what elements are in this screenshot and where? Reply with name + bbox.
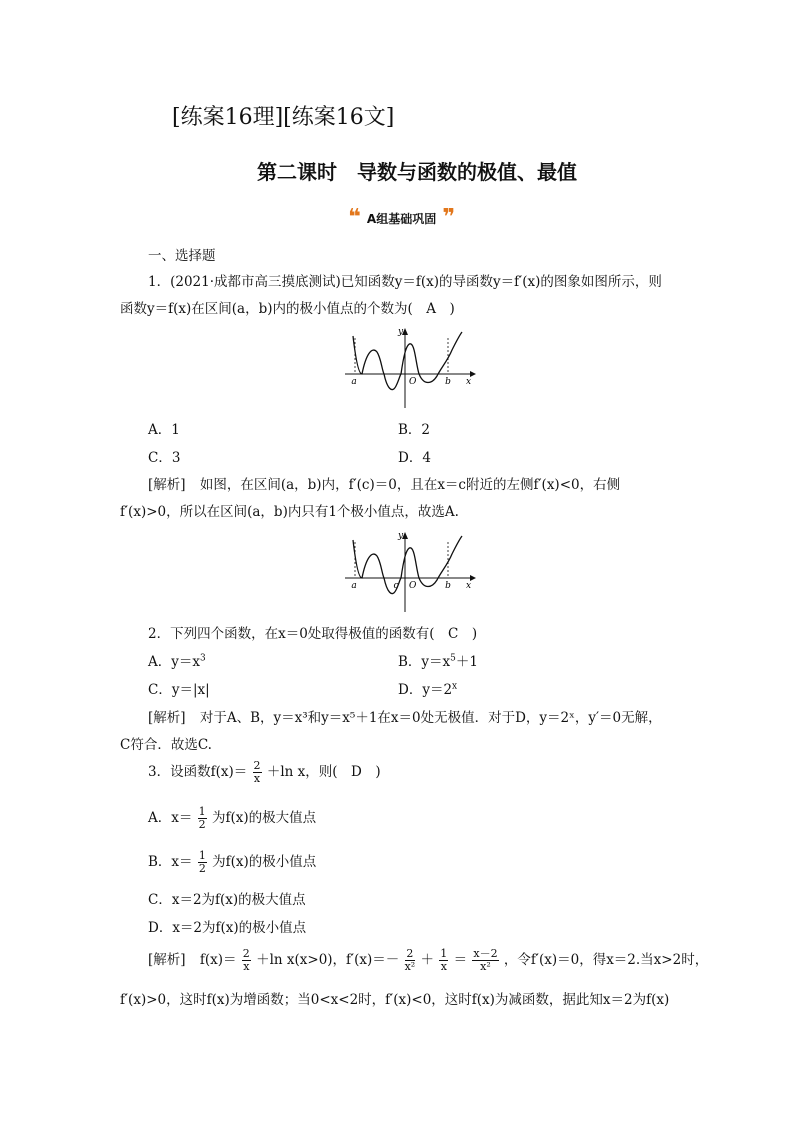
fraction-2-over-x: $\frac{2}{x}$: [242, 947, 250, 973]
q1-option-a: A．1: [148, 422, 180, 438]
label-x: x: [466, 581, 472, 591]
q1-analysis-text: 如图，在区间(a，b)内，f′(c)＝0，且在x＝c附近的左侧f′(x)<0，右侧: [199, 477, 621, 493]
q1-option-b: B．2: [398, 422, 431, 438]
label-origin: O: [409, 377, 417, 387]
label-a: a: [351, 581, 357, 591]
q3-option-d: D．x＝2为f(x)的极小值点: [148, 920, 307, 936]
q3-option-a: A．x＝ $\frac{1}{2}$ 为f(x)的极大值点: [148, 805, 317, 831]
fraction-x-minus-2-over-x-squared: $\frac{x-2}{\text{x²}}$: [473, 947, 498, 973]
q2-analysis-text: 对于A、B，y＝x³和y＝x⁵＋1在x＝0处无极值．对于D，y＝2ˣ，y′＝0无解，: [199, 710, 662, 726]
fraction-2-over-x: $\frac{2}{x}$: [253, 759, 261, 785]
q2-analysis-label: [解析]: [148, 710, 186, 726]
fraction-2-over-x-squared: $\frac{2}{\text{x²}}$: [404, 947, 416, 973]
section-banner-label: A组基础巩固: [366, 211, 437, 226]
label-c: c: [393, 581, 399, 591]
open-quote-icon: ❝: [348, 205, 361, 230]
q1-option-c: C．3: [148, 450, 181, 466]
label-y: y: [398, 327, 404, 337]
fraction-half: $\frac{1}{2}$: [198, 849, 206, 875]
q1-stem-line2: 函数y＝f(x)在区间(a，b)内的极小值点的个数为( A ): [120, 301, 455, 317]
q2-analysis-line2: C符合．故选C.: [120, 737, 212, 753]
label-y: y: [398, 531, 404, 541]
q3-analysis-label: [解析]: [148, 952, 186, 968]
q2-stem: 2．下列四个函数，在x＝0处取得极值的函数有( C ): [148, 626, 478, 642]
part-title: 一、选择题: [148, 248, 216, 264]
fraction-1-over-x: $\frac{1}{x}$: [440, 947, 448, 973]
q3-analysis-line2: f′(x)>0，这时f(x)为增函数；当0<x<2时，f′(x)<0，这时f(x)为减函数，据此知x＝2为f(x): [120, 992, 670, 1008]
q2-analysis-line1: [148, 706, 662, 726]
label-b: b: [445, 377, 451, 387]
q2-option-c: C．y＝|x|: [148, 682, 210, 698]
fraction-half: $\frac{1}{2}$: [198, 805, 206, 831]
q1-option-d: D．4: [398, 450, 431, 466]
section-banner: [348, 205, 455, 231]
q1-stem-line1: 1．(2021·成都市高三摸底测试)已知函数y＝f(x)的导函数y＝f′(x)的图象如图所示，则: [148, 274, 662, 290]
q1-analysis-line2: f′(x)>0，所以在区间(a，b)内只有1个极小值点，故选A.: [120, 504, 459, 520]
q1-analysis-graph: [340, 526, 480, 616]
q3-analysis-line1: [解析] f(x)＝ $\frac{2}{x}$ ＋ln x(x>0)，f′(x)＝－ $\frac{2}{\text{x²}}$ ＋ $\frac{1}{x}$ ＝ $\frac{x-2}{\text{x²}}$ ，令f′(x)＝0，得x＝2.当x>2时，: [148, 947, 709, 973]
q3-option-c: C．x＝2为f(x)的极大值点: [148, 892, 306, 908]
q2-option-b: B．$y=x^5+1$: [398, 653, 478, 670]
label-origin: O: [409, 581, 417, 591]
label-b: b: [445, 581, 451, 591]
label-x: x: [466, 377, 472, 387]
q3-stem: 3．设函数f(x)＝ $\frac{2}{x}$ ＋ln x，则( D ): [148, 759, 381, 785]
q1-analysis-line1: [148, 473, 620, 493]
q1-derivative-graph: [340, 322, 480, 412]
exercise-header: [练案16理][练案16文]: [172, 105, 395, 130]
label-a: a: [351, 377, 357, 387]
close-quote-icon: ❞: [442, 205, 456, 230]
lesson-title: 第二课时 导数与函数的极值、最值: [257, 160, 577, 184]
q2-option-a: A．$y=x^3$: [148, 653, 206, 670]
q3-option-b: B．x＝ $\frac{1}{2}$ 为f(x)的极小值点: [148, 849, 317, 875]
q2-option-d: D．$y=2^x$: [398, 681, 458, 698]
q1-analysis-label: [解析]: [148, 477, 186, 493]
